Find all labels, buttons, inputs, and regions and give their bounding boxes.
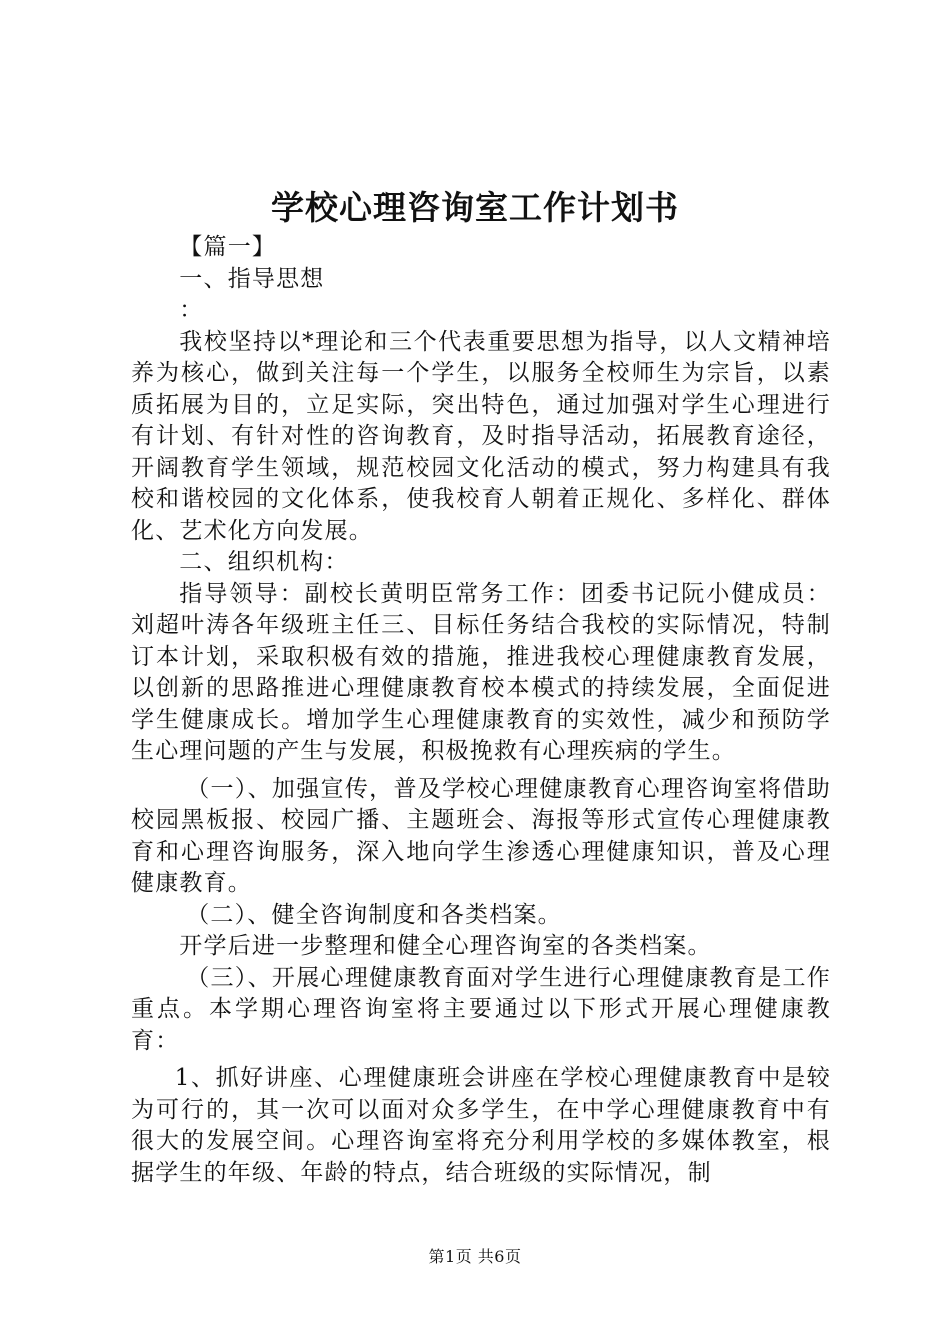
document-title: 学校心理咨询室工作计划书 <box>271 188 679 227</box>
heading-organization: 二、组织机构： <box>179 549 349 575</box>
section-marker: 【篇一】 <box>179 234 277 260</box>
document-body <box>131 232 831 1189</box>
paragraph-guiding-ideology: 我校坚持以*理论和三个代表重要思想为指导，以人文精神培养为核心，做到关注每一个学生，以服务全校师生为宗旨，以素质拓展为目的，立足实际，突出特色，通过加强对学生心理进行有计划、有针对性的咨询教育，及时指导活动，拓展教育途径，开阔教育学生领域，规范校园文化活动的模式，努力构建具有我校和谐校园的文化体系，使我校育人朝着正规化、多样化、群体化、艺术化方向发展。 <box>131 328 831 544</box>
paragraph-education: （三）、开展心理健康教育面对学生进行心理健康教育是工作重点。本学期心理咨询室将主要通过以下形式开展心理健康教育： <box>131 964 831 1054</box>
page-footer: 第1页 共6页 <box>428 1247 522 1266</box>
paragraph-publicity: （一）、加强宣传，普及学校心理健康教育心理咨询室将借助校园黑板报、校园广播、主题班会、海报等形式宣传心理健康教育和心理咨询服务，深入地向学生渗透心理健康知识，普及心理健康教育。 <box>131 775 831 896</box>
heading-guiding-ideology: 一、指导思想 <box>179 265 325 292</box>
paragraph-archives: 开学后进一步整理和健全心理咨询室的各类档案。 <box>179 933 712 959</box>
heading-archives: （二）、健全咨询制度和各类档案。 <box>186 901 562 928</box>
paragraph-lectures: 1、抓好讲座、心理健康班会讲座在学校心理健康教育中是较为可行的，其一次可以面对众多学生，在中学心理健康教育中有很大的发展空间。心理咨询室将充分利用学校的多媒体教室，根据学生的年级、年龄的特点，结合班级的实际情况，制 <box>131 1065 831 1186</box>
colon-line: ： <box>179 297 204 323</box>
paragraph-organization: 指导领导：副校长黄明臣常务工作：团委书记阮小健成员：刘超叶涛各年级班主任三、目标任务结合我校的实际情况，特制订本计划，采取积极有效的措施，推进我校心理健康教育发展，以创新的思路推进心理健康教育校本模式的持续发展，全面促进学生健康成长。增加学生心理健康教育的实效性，减少和预防学生心理问题的产生与发展，积极挽救有心理疾病的学生。 <box>131 580 831 764</box>
